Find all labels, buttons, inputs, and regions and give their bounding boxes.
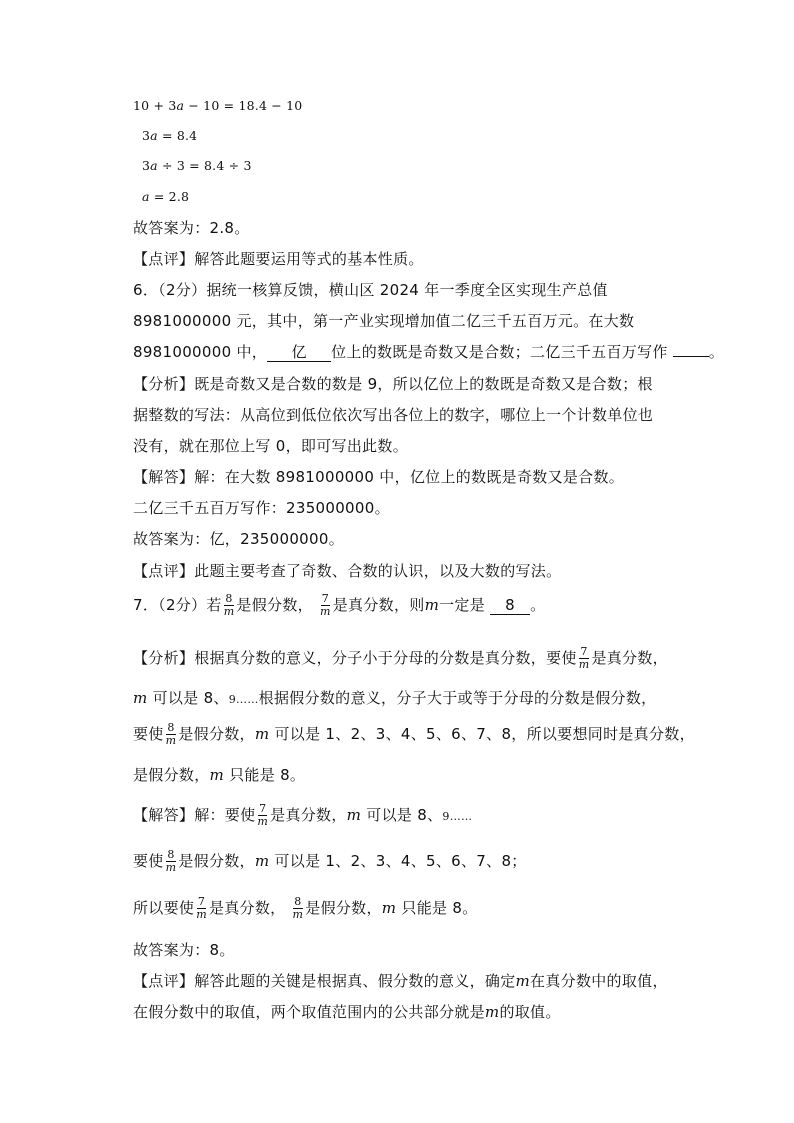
fraction-8-over-m: $\frac{8}{m}$ [223, 592, 235, 618]
q6-analysis-line-3: 没有，就在那位上写 0，即可写出此数。 [133, 437, 409, 455]
q6-answer-blank-2 [673, 356, 709, 357]
q6-solution-line-1: 【解答】解：在大数 8981000000 中，亿位上的数既是奇数又是合数。 [133, 468, 625, 486]
fraction-7-over-m: $\frac{7}{m}$ [578, 645, 590, 671]
equation-step-1: 10 + 3a − 10 = 18.4 − 10 [133, 98, 303, 113]
q7-analysis-line-4: 是假分数，m 只能是 8。 [133, 766, 306, 784]
fraction-7-over-m: $\frac{7}{m}$ [196, 895, 207, 921]
fraction-7-over-m: $\frac{7}{m}$ [257, 802, 269, 828]
q7-analysis-line-3: 要使 $\frac{8}{m}$ 是假分数，m 可以是 1、2、3、4、5、6、7、8，所以要想同时是真分数， [133, 721, 695, 747]
q6-answer: 故答案为：亿，235000000。 [133, 530, 344, 548]
q7-analysis-line-2: m 可以是 8、9……根据假分数的意义，分子大于或等于分母的分数是假分数， [133, 689, 657, 707]
q7-solution-line-1: 【解答】解：要使 $\frac{7}{m}$ 是真分数，m 可以是 8、9…… [133, 802, 473, 828]
q6-stem-line-2: 8981000000 元，其中，第一产业实现增加值二亿三千五百万元。在大数 [133, 312, 635, 330]
q7-analysis-line-1: 【分析】根据真分数的意义，分子小于分母的分数是真分数，要使 $\frac{7}{m}$ 是真分数， [133, 645, 668, 671]
q6-analysis-line-2: 据整数的写法：从高位到低位依次写出各位上的数字，哪位上一个计数单位也 [133, 406, 654, 424]
q7-answer-blank: 8 [490, 596, 530, 615]
q7-answer: 故答案为：8。 [133, 941, 235, 959]
q7-stem: 7．（2分）若 $\frac{8}{m}$ 是假分数， $\frac{7}{m}$ 是真分数，则m一定是 8 。 [133, 592, 546, 618]
q5-answer: 故答案为：2.8。 [133, 219, 250, 237]
fraction-7-over-m: $\frac{7}{m}$ [320, 592, 331, 618]
q6-stem-line-3: 8981000000 中， 亿 位上的数既是奇数又是合数；二亿三千五百万写作 。 [133, 343, 725, 361]
q6-stem-line-1: 6．（2分）据统一核算反馈，横山区 2024 年一季度全区实现生产总值 [133, 281, 608, 299]
q7-comment-line-2: 在假分数中的取值，两个取值范围内的公共部分就是m的取值。 [133, 1003, 561, 1021]
fraction-8-over-m: $\frac{8}{m}$ [165, 721, 177, 747]
fraction-8-over-m: $\frac{8}{m}$ [292, 895, 304, 921]
q5-comment: 【点评】解答此题要运用等式的基本性质。 [133, 250, 424, 268]
equation-step-2: 3a = 8.4 [142, 128, 198, 143]
equation-step-4: a = 2.8 [142, 189, 190, 204]
q6-solution-line-2: 二亿三千五百万写作：235000000。 [133, 499, 390, 517]
q6-analysis-line-1: 【分析】既是奇数又是合数的数是 9，所以亿位上的数既是奇数又是合数；根 [133, 375, 653, 393]
q7-solution-line-2: 要使 $\frac{8}{m}$ 是假分数，m 可以是 1、2、3、4、5、6、7、8； [133, 848, 527, 874]
q6-answer-blank-1: 亿 [267, 343, 331, 362]
fraction-8-over-m: $\frac{8}{m}$ [165, 848, 177, 874]
q7-solution-line-3: 所以要使 $\frac{7}{m}$ 是真分数， $\frac{8}{m}$ 是假分数，m 只能是 8。 [133, 895, 478, 921]
q6-comment: 【点评】此题主要考查了奇数、合数的认识，以及大数的写法。 [133, 562, 562, 580]
q7-comment-line-1: 【点评】解答此题的关键是根据真、假分数的意义，确定m在真分数中的取值， [133, 972, 668, 990]
equation-step-3: 3a ÷ 3 = 8.4 ÷ 3 [142, 158, 252, 173]
